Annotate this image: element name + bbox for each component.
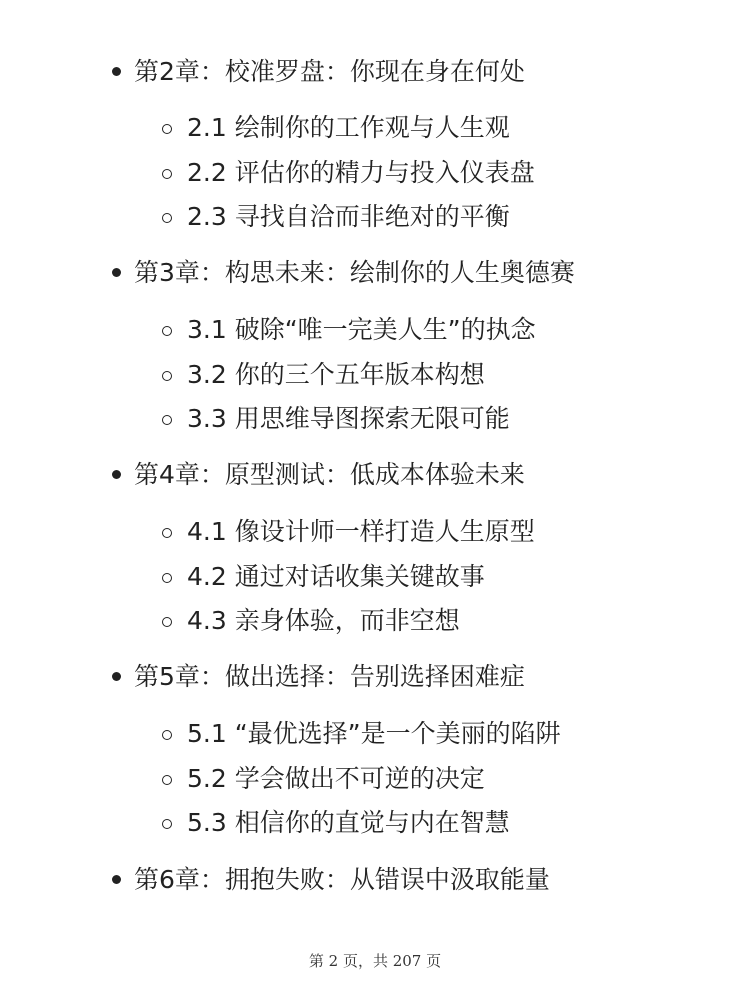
section-title: 4.3 亲身体验，而非空想: [187, 606, 460, 635]
bullet-disc-icon: [112, 67, 121, 76]
bullet-circle-icon: [162, 124, 172, 134]
section-title: 4.1 像设计师一样打造人生原型: [187, 517, 535, 546]
bullet-disc-icon: [112, 672, 121, 681]
bullet-circle-icon: [162, 415, 172, 425]
section-item: [0, 355, 750, 395]
section-item: [0, 399, 750, 439]
bullet-circle-icon: [162, 169, 172, 179]
chapter-title: 第2章：校准罗盘：你现在身在何处: [134, 57, 525, 86]
bullet-circle-icon: [162, 528, 172, 538]
section-item: [0, 310, 750, 350]
chapter-title: 第4章：原型测试：低成本体验未来: [134, 460, 525, 489]
section-item: [0, 557, 750, 597]
bullet-disc-icon: [112, 470, 121, 479]
bullet-circle-icon: [162, 213, 172, 223]
section-title: 2.2 评估你的精力与投入仪表盘: [187, 158, 535, 187]
section-title: 2.3 寻找自洽而非绝对的平衡: [187, 202, 510, 231]
section-title: 5.2 学会做出不可逆的决定: [187, 764, 485, 793]
section-title: 3.2 你的三个五年版本构想: [187, 360, 485, 389]
section-item: [0, 714, 750, 754]
bullet-circle-icon: [162, 775, 172, 785]
section-item: [0, 601, 750, 641]
chapter-title: 第6章：拥抱失败：从错误中汲取能量: [134, 865, 550, 894]
bullet-circle-icon: [162, 326, 172, 336]
section-title: 4.2 通过对话收集关键故事: [187, 562, 485, 591]
section-item: [0, 512, 750, 552]
bullet-circle-icon: [162, 819, 172, 829]
section-item: [0, 803, 750, 843]
bullet-disc-icon: [112, 268, 121, 277]
section-title: 2.1 绘制你的工作观与人生观: [187, 113, 510, 142]
section-title: 3.3 用思维导图探索无限可能: [187, 404, 510, 433]
section-item: [0, 108, 750, 148]
chapter-title: 第5章：做出选择：告别选择困难症: [134, 662, 525, 691]
section-title: 5.3 相信你的直觉与内在智慧: [187, 808, 510, 837]
section-item: [0, 197, 750, 237]
section-item: [0, 153, 750, 193]
section-item: [0, 759, 750, 799]
bullet-circle-icon: [162, 730, 172, 740]
bullet-disc-icon: [112, 875, 121, 884]
bullet-circle-icon: [162, 617, 172, 627]
chapter-title: 第3章：构思未来：绘制你的人生奥德赛: [134, 258, 575, 287]
section-title: 5.1 “最优选择”是一个美丽的陷阱: [187, 719, 561, 748]
bullet-circle-icon: [162, 371, 172, 381]
section-title: 3.1 破除“唯一完美人生”的执念: [187, 315, 536, 344]
page-number-footer: 第 2 页，共 207 页: [308, 952, 442, 970]
bullet-circle-icon: [162, 573, 172, 583]
